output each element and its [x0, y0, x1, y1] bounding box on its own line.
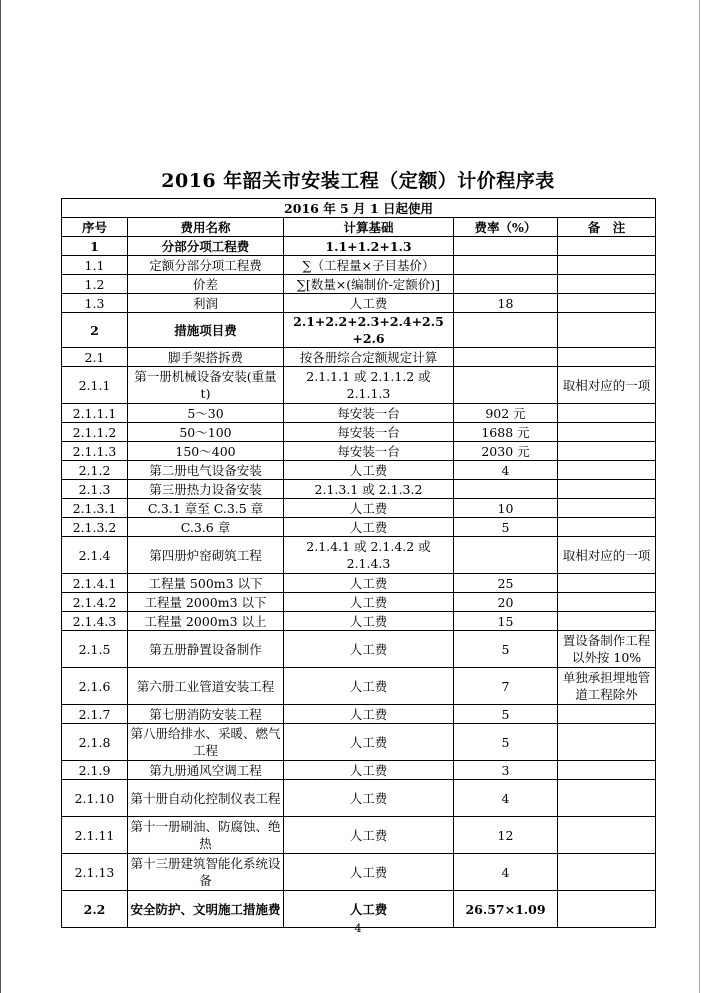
- table-row: [62, 499, 656, 518]
- cell-no: 2: [62, 313, 128, 348]
- cell-note: [558, 294, 656, 313]
- cell-note: [558, 461, 656, 480]
- cell-name: 第十册自动化控制仪表工程: [128, 780, 284, 817]
- cell-rate: 3: [454, 761, 558, 780]
- cell-name: 第八册给排水、采暖、燃气工程: [128, 724, 284, 761]
- cell-note: [558, 724, 656, 761]
- cell-basis: 人工费: [284, 499, 454, 518]
- cell-name: 价差: [128, 275, 284, 294]
- cell-note: [558, 854, 656, 891]
- cell-rate: 12: [454, 817, 558, 854]
- cell-name: C.3.1 章至 C.3.5 章: [128, 499, 284, 518]
- cell-note: [558, 256, 656, 275]
- cell-no: 2.1.1.2: [62, 423, 128, 442]
- cell-name: 5～30: [128, 404, 284, 423]
- cell-name: 50～100: [128, 423, 284, 442]
- cell-no: 2.1.3.2: [62, 518, 128, 537]
- cell-basis: 人工费: [284, 668, 454, 705]
- cell-no: 1.3: [62, 294, 128, 313]
- cell-basis: 人工费: [284, 518, 454, 537]
- cell-rate: [454, 313, 558, 348]
- cell-name: 第六册工业管道安装工程: [128, 668, 284, 705]
- table-row: [62, 256, 656, 275]
- cell-no: 2.1.4.2: [62, 593, 128, 612]
- cell-basis: 1.1+1.2+1.3: [284, 237, 454, 256]
- cell-no: 2.1.3: [62, 480, 128, 499]
- cell-rate: [454, 537, 558, 574]
- cell-rate: 902 元: [454, 404, 558, 423]
- table-row: [62, 480, 656, 499]
- page-number: 4: [354, 922, 362, 935]
- cell-name: 150～400: [128, 442, 284, 461]
- cell-rate: [454, 237, 558, 256]
- cell-basis: 2.1.1.1 或 2.1.1.2 或 2.1.1.3: [284, 367, 454, 404]
- table-row: [62, 724, 656, 761]
- cell-rate: 18: [454, 294, 558, 313]
- cell-note: [558, 612, 656, 631]
- cell-rate: [454, 348, 558, 367]
- cell-no: 2.1.10: [62, 780, 128, 817]
- cell-rate: 5: [454, 705, 558, 724]
- cell-name: 工程量 2000m3 以上: [128, 612, 284, 631]
- cell-name: 利润: [128, 294, 284, 313]
- table-row: [62, 574, 656, 593]
- table-row: [62, 537, 656, 574]
- table-row: [62, 442, 656, 461]
- table-row: [62, 780, 656, 817]
- cell-no: 2.1.6: [62, 668, 128, 705]
- cell-basis: 人工费: [284, 593, 454, 612]
- cell-name: 第四册炉窑砌筑工程: [128, 537, 284, 574]
- cell-basis: ∑（工程量×子目基价）: [284, 256, 454, 275]
- cell-basis: 人工费: [284, 817, 454, 854]
- table-header-row: [62, 218, 656, 237]
- cell-no: 2.1.2: [62, 461, 128, 480]
- cell-no: 2.1.11: [62, 817, 128, 854]
- cell-no: 2.1.1.1: [62, 404, 128, 423]
- cell-no: 2.1.7: [62, 705, 128, 724]
- cell-note: [558, 442, 656, 461]
- cell-no: 1.2: [62, 275, 128, 294]
- cell-no: 2.2: [62, 891, 128, 928]
- cell-note: [558, 499, 656, 518]
- cell-name: 工程量 2000m3 以下: [128, 593, 284, 612]
- cell-note: [558, 237, 656, 256]
- cell-rate: 7: [454, 668, 558, 705]
- cell-rate: 5: [454, 518, 558, 537]
- table-row: [62, 593, 656, 612]
- cell-basis: 每安装一台: [284, 442, 454, 461]
- table-row: [62, 631, 656, 668]
- cell-note: [558, 313, 656, 348]
- table-row: [62, 518, 656, 537]
- cell-basis: 每安装一台: [284, 423, 454, 442]
- header-note: 备 注: [558, 218, 656, 237]
- cell-name: 定额分部分项工程费: [128, 256, 284, 275]
- cell-rate: 25: [454, 574, 558, 593]
- cell-basis: 人工费: [284, 574, 454, 593]
- header-rate: 费率（%）: [454, 218, 558, 237]
- header-basis: 计算基础: [284, 218, 454, 237]
- cell-name: 安全防护、文明施工措施费: [128, 891, 284, 928]
- table-row: [62, 612, 656, 631]
- cell-basis: 2.1.4.1 或 2.1.4.2 或 2.1.4.3: [284, 537, 454, 574]
- table-row: [62, 313, 656, 348]
- cell-basis: 每安装一台: [284, 404, 454, 423]
- cell-basis: ∑[数量×(编制价-定额价)]: [284, 275, 454, 294]
- cell-note: 单独承担埋地管道工程除外: [558, 668, 656, 705]
- cell-no: 1.1: [62, 256, 128, 275]
- cell-rate: 4: [454, 461, 558, 480]
- cell-basis: 人工费: [284, 724, 454, 761]
- cell-rate: 5: [454, 724, 558, 761]
- page-edge-right: [699, 0, 700, 993]
- cell-name: 第十一册刷油、防腐蚀、绝热: [128, 817, 284, 854]
- table-row: [62, 294, 656, 313]
- table-row: [62, 404, 656, 423]
- cell-note: 取相对应的一项: [558, 367, 656, 404]
- effective-date-row: [62, 199, 656, 218]
- cell-basis: 人工费: [284, 631, 454, 668]
- cell-note: [558, 817, 656, 854]
- cell-basis: 人工费: [284, 780, 454, 817]
- cell-no: 2.1.3.1: [62, 499, 128, 518]
- cell-no: 2.1.9: [62, 761, 128, 780]
- cell-name: 第二册电气设备安装: [128, 461, 284, 480]
- cell-rate: 5: [454, 631, 558, 668]
- cell-note: [558, 480, 656, 499]
- cell-note: [558, 705, 656, 724]
- cell-basis: 按各册综合定额规定计算: [284, 348, 454, 367]
- cell-rate: 20: [454, 593, 558, 612]
- cell-name: 第三册热力设备安装: [128, 480, 284, 499]
- header-no: 序号: [62, 218, 128, 237]
- cell-rate: [454, 480, 558, 499]
- cell-no: 2.1.13: [62, 854, 128, 891]
- cell-name: C.3.6 章: [128, 518, 284, 537]
- page-title: 2016 年韶关市安装工程（定额）计价程序表: [161, 170, 555, 192]
- effective-date: 2016 年 5 月 1 日起使用: [62, 199, 656, 218]
- cell-no: 2.1.8: [62, 724, 128, 761]
- cell-no: 2.1.4.3: [62, 612, 128, 631]
- table-row: [62, 367, 656, 404]
- cell-no: 2.1.1.3: [62, 442, 128, 461]
- table-row: [62, 348, 656, 367]
- cell-note: [558, 518, 656, 537]
- cell-no: 2.1.5: [62, 631, 128, 668]
- cell-rate: [454, 367, 558, 404]
- table-row: [62, 668, 656, 705]
- cell-basis: 人工费: [284, 891, 454, 928]
- cell-note: [558, 574, 656, 593]
- cell-name: 第七册消防安装工程: [128, 705, 284, 724]
- cell-rate: 2030 元: [454, 442, 558, 461]
- cell-basis: 人工费: [284, 294, 454, 313]
- cell-name: 工程量 500m3 以下: [128, 574, 284, 593]
- cell-note: [558, 423, 656, 442]
- cell-name: 脚手架搭拆费: [128, 348, 284, 367]
- cell-note: [558, 761, 656, 780]
- cell-basis: 人工费: [284, 612, 454, 631]
- cell-name: 第一册机械设备安装(重量 t): [128, 367, 284, 404]
- cell-rate: [454, 256, 558, 275]
- cell-no: 2.1.4: [62, 537, 128, 574]
- cell-rate: 10: [454, 499, 558, 518]
- cell-rate: [454, 275, 558, 294]
- table-row: [62, 237, 656, 256]
- cell-note: [558, 404, 656, 423]
- table-row: [62, 817, 656, 854]
- pricing-procedure-table: [61, 198, 656, 928]
- cell-note: 取相对应的一项: [558, 537, 656, 574]
- table-row: [62, 854, 656, 891]
- cell-basis: 2.1+2.2+2.3+2.4+2.5 +2.6: [284, 313, 454, 348]
- cell-note: [558, 593, 656, 612]
- cell-basis: 人工费: [284, 705, 454, 724]
- cell-basis: 人工费: [284, 461, 454, 480]
- header-name: 费用名称: [128, 218, 284, 237]
- cell-basis: 2.1.3.1 或 2.1.3.2: [284, 480, 454, 499]
- table-row: [62, 423, 656, 442]
- cell-note: [558, 348, 656, 367]
- cell-name: 第十三册建筑智能化系统设备: [128, 854, 284, 891]
- cell-rate: 4: [454, 780, 558, 817]
- cell-no: 1: [62, 237, 128, 256]
- cell-rate: 15: [454, 612, 558, 631]
- cell-basis: 人工费: [284, 761, 454, 780]
- cell-name: 第九册通风空调工程: [128, 761, 284, 780]
- cell-note: 置设备制作工程以外按 10%: [558, 631, 656, 668]
- table-row: [62, 461, 656, 480]
- page-edge-left: [0, 0, 1, 993]
- cell-no: 2.1.1: [62, 367, 128, 404]
- cell-name: 分部分项工程费: [128, 237, 284, 256]
- cell-rate: 1688 元: [454, 423, 558, 442]
- table-row: [62, 761, 656, 780]
- cell-name: 第五册静置设备制作: [128, 631, 284, 668]
- cell-name: 措施项目费: [128, 313, 284, 348]
- cell-no: 2.1.4.1: [62, 574, 128, 593]
- cell-basis: 人工费: [284, 854, 454, 891]
- cell-note: [558, 780, 656, 817]
- cell-no: 2.1: [62, 348, 128, 367]
- table-row: [62, 705, 656, 724]
- cell-rate: 26.57×1.09: [454, 891, 558, 928]
- cell-rate: 4: [454, 854, 558, 891]
- table-row: [62, 275, 656, 294]
- cell-note: [558, 275, 656, 294]
